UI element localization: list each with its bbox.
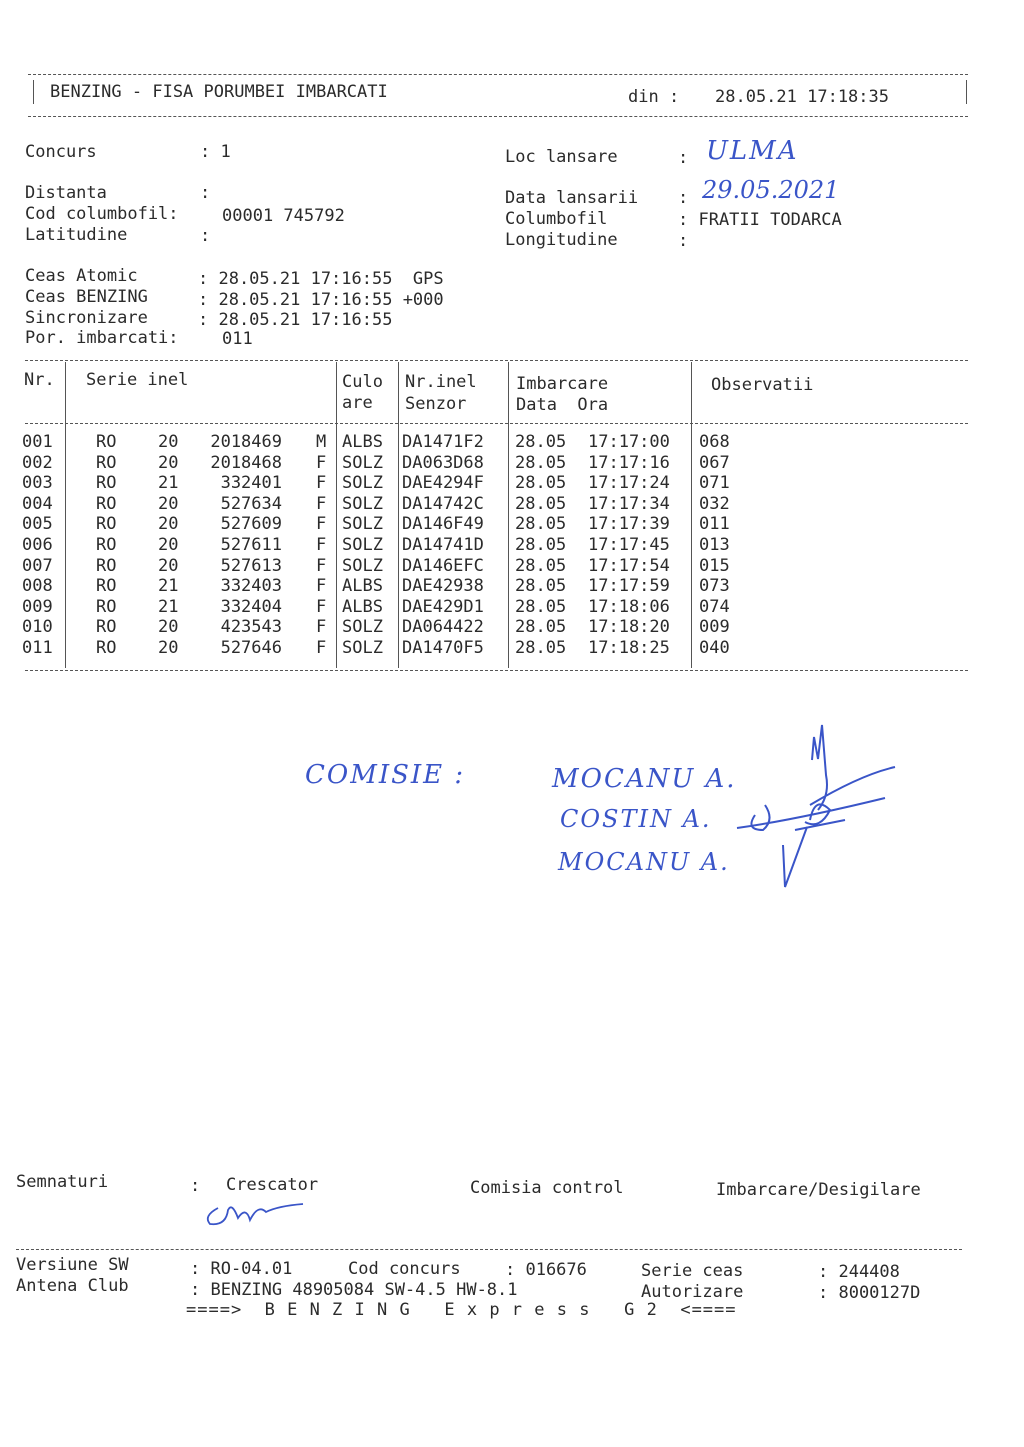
commission-signature-3 bbox=[775, 825, 815, 895]
header-left-border bbox=[33, 80, 34, 104]
cell-time: 17:17:34 bbox=[588, 493, 670, 514]
latitudine-value: : bbox=[200, 226, 211, 246]
sincronizare-label: Sincronizare bbox=[25, 308, 148, 328]
loc-lansare-value: ULMA bbox=[706, 136, 799, 166]
cell-sensor: DA146EFC bbox=[402, 555, 484, 576]
header-culoare-2: are bbox=[342, 393, 373, 413]
concurs-value: : 1 bbox=[200, 142, 231, 162]
cell-time: 17:18:06 bbox=[588, 596, 670, 617]
cell-date: 28.05 bbox=[515, 638, 567, 658]
cell-date: 28.05 bbox=[515, 535, 567, 555]
por-imbarcati-value: 011 bbox=[222, 329, 253, 349]
antena-club-value: : BENZING 48905084 SW-4.5 HW-8.1 bbox=[190, 1280, 518, 1300]
cell-country: RO bbox=[96, 473, 117, 494]
cell-date: 28.05 bbox=[515, 576, 567, 597]
cell-nr: 001 bbox=[22, 432, 53, 452]
cell-ring: 332404 bbox=[220, 596, 282, 617]
data-lansarii-value: 29.05.2021 bbox=[702, 176, 840, 204]
semnaturi-colon: : bbox=[190, 1176, 201, 1196]
table-bottom-rule bbox=[25, 670, 968, 671]
header-nr-inel-1: Nr.inel bbox=[405, 372, 477, 392]
crescator-signature bbox=[198, 1196, 308, 1230]
cell-date: 28.05 bbox=[515, 473, 567, 494]
cell-time: 17:17:45 bbox=[588, 535, 670, 555]
cell-color: SOLZ bbox=[342, 535, 383, 555]
column-divider bbox=[336, 362, 337, 668]
cell-color: SOLZ bbox=[342, 555, 383, 576]
print-date-label: din : bbox=[628, 87, 680, 107]
column-divider bbox=[508, 362, 509, 668]
cell-sex: F bbox=[316, 596, 327, 617]
footer-rule bbox=[16, 1249, 962, 1250]
autorizare-label: Autorizare bbox=[641, 1282, 744, 1302]
comisia-control-label: Comisia control bbox=[470, 1178, 624, 1198]
cell-ring: 423543 bbox=[220, 617, 282, 638]
commission-member: MOCANU A. bbox=[558, 848, 730, 876]
cell-color: SOLZ bbox=[342, 638, 383, 658]
cell-date: 28.05 bbox=[515, 514, 567, 535]
cell-nr: 011 bbox=[22, 638, 53, 658]
cell-sensor: DA1471F2 bbox=[402, 432, 484, 452]
cell-obs: 067 bbox=[699, 452, 730, 473]
por-imbarcati-label: Por. imbarcati: bbox=[25, 328, 179, 348]
commission-member: COSTIN A. bbox=[560, 805, 712, 833]
cod-concurs-value: : 016676 bbox=[505, 1260, 587, 1280]
cell-sex: F bbox=[316, 452, 327, 473]
latitudine-label: Latitudine bbox=[25, 225, 128, 245]
cell-date: 28.05 bbox=[515, 617, 567, 638]
header-culoare-1: Culo bbox=[342, 372, 383, 392]
longitudine-label: Longitudine bbox=[505, 230, 618, 250]
cod-concurs-label: Cod concurs bbox=[348, 1259, 461, 1279]
cod-columbofil-label: Cod columbofil: bbox=[25, 204, 179, 224]
cell-obs: 074 bbox=[699, 596, 730, 617]
cell-year: 20 bbox=[158, 493, 179, 514]
cell-obs: 073 bbox=[699, 576, 730, 597]
distanta-label: Distanta bbox=[25, 183, 107, 203]
cell-color: ALBS bbox=[342, 576, 383, 597]
cell-sensor: DA1470F5 bbox=[402, 638, 484, 658]
serie-ceas-value: : 244408 bbox=[818, 1262, 900, 1282]
loc-lansare-label: Loc lansare bbox=[505, 147, 618, 167]
loc-lansare-colon: : bbox=[678, 148, 689, 168]
cell-nr: 002 bbox=[22, 452, 53, 473]
cell-obs: 068 bbox=[699, 432, 730, 452]
cell-ring: 2018469 bbox=[210, 432, 282, 452]
cell-obs: 011 bbox=[699, 514, 730, 535]
cell-sensor: DAE42938 bbox=[402, 576, 484, 597]
cell-nr: 010 bbox=[22, 617, 53, 638]
columbofil-value: : FRATII TODARCA bbox=[678, 210, 842, 230]
cell-color: ALBS bbox=[342, 596, 383, 617]
cell-time: 17:17:00 bbox=[588, 432, 670, 452]
cell-sensor: DA14741D bbox=[402, 535, 484, 555]
cell-sex: F bbox=[316, 555, 327, 576]
cell-nr: 009 bbox=[22, 596, 53, 617]
columbofil-label: Columbofil bbox=[505, 209, 608, 229]
data-lansarii-colon: : bbox=[678, 188, 689, 208]
cell-color: SOLZ bbox=[342, 617, 383, 638]
imbarcare-desigilare-label: Imbarcare/Desigilare bbox=[716, 1180, 921, 1200]
antena-club-label: Antena Club bbox=[16, 1276, 129, 1296]
header-imbarcare-1: Imbarcare bbox=[516, 374, 609, 394]
cell-sex: F bbox=[316, 576, 327, 597]
table-top-rule bbox=[25, 360, 968, 361]
header-nr-inel-2: Senzor bbox=[405, 394, 467, 414]
print-date-value: 28.05.21 17:18:35 bbox=[715, 87, 889, 107]
cell-obs: 013 bbox=[699, 535, 730, 555]
cell-ring: 527611 bbox=[220, 535, 282, 555]
cell-nr: 007 bbox=[22, 555, 53, 576]
cell-nr: 008 bbox=[22, 576, 53, 597]
cell-date: 28.05 bbox=[515, 432, 567, 452]
cell-color: ALBS bbox=[342, 432, 383, 452]
cell-sex: F bbox=[316, 473, 327, 494]
ceas-atomic-label: Ceas Atomic bbox=[25, 266, 138, 286]
versiune-sw-value: : RO-04.01 bbox=[190, 1259, 293, 1279]
cell-year: 20 bbox=[158, 432, 179, 452]
header-bottom-rule bbox=[28, 116, 968, 117]
cell-ring: 527634 bbox=[220, 493, 282, 514]
cell-time: 17:17:16 bbox=[588, 452, 670, 473]
cell-year: 20 bbox=[158, 452, 179, 473]
cell-time: 17:18:20 bbox=[588, 617, 670, 638]
cell-date: 28.05 bbox=[515, 493, 567, 514]
benzing-express-banner: ====> B E N Z I N G E x p r e s s G 2 <==== bbox=[186, 1300, 737, 1320]
cell-obs: 009 bbox=[699, 617, 730, 638]
column-divider bbox=[691, 362, 692, 668]
cell-country: RO bbox=[96, 514, 117, 535]
cell-year: 20 bbox=[158, 617, 179, 638]
semnaturi-label: Semnaturi bbox=[16, 1172, 109, 1192]
commission-member: MOCANU A. bbox=[552, 764, 737, 794]
cell-sex: F bbox=[316, 535, 327, 555]
cell-color: SOLZ bbox=[342, 473, 383, 494]
cell-year: 20 bbox=[158, 535, 179, 555]
cell-sensor: DAE4294F bbox=[402, 473, 484, 494]
column-divider bbox=[398, 362, 399, 668]
cell-country: RO bbox=[96, 493, 117, 514]
cell-country: RO bbox=[96, 452, 117, 473]
cell-ring: 332403 bbox=[220, 576, 282, 597]
commission-signature-2 bbox=[735, 790, 895, 850]
distanta-value: : bbox=[200, 183, 211, 203]
commission-label: COMISIE : bbox=[305, 760, 466, 790]
serie-ceas-label: Serie ceas bbox=[641, 1261, 744, 1281]
cell-date: 28.05 bbox=[515, 596, 567, 617]
cell-color: SOLZ bbox=[342, 452, 383, 473]
cell-nr: 006 bbox=[22, 535, 53, 555]
header-right-border bbox=[966, 80, 967, 104]
cell-year: 20 bbox=[158, 638, 179, 658]
cell-year: 21 bbox=[158, 473, 179, 494]
cell-ring: 527613 bbox=[220, 555, 282, 576]
cell-time: 17:17:39 bbox=[588, 514, 670, 535]
header-imbarcare-2: Data Ora bbox=[516, 395, 609, 415]
cell-sensor: DA064422 bbox=[402, 617, 484, 638]
cell-nr: 004 bbox=[22, 493, 53, 514]
cell-year: 21 bbox=[158, 596, 179, 617]
cell-country: RO bbox=[96, 432, 117, 452]
cell-date: 28.05 bbox=[515, 452, 567, 473]
cell-nr: 003 bbox=[22, 473, 53, 494]
ceas-benzing-label: Ceas BENZING bbox=[25, 287, 148, 307]
autorizare-value: : 8000127D bbox=[818, 1283, 921, 1303]
ceas-benzing-value: : 28.05.21 17:16:55 +000 bbox=[198, 290, 444, 310]
cell-sensor: DAE429D1 bbox=[402, 596, 484, 617]
cell-sensor: DA146F49 bbox=[402, 514, 484, 535]
cell-country: RO bbox=[96, 555, 117, 576]
cell-sex: F bbox=[316, 514, 327, 535]
table-header-rule bbox=[25, 423, 968, 424]
cell-time: 17:17:24 bbox=[588, 473, 670, 494]
cell-obs: 040 bbox=[699, 638, 730, 658]
header-observatii: Observatii bbox=[711, 375, 814, 395]
cod-columbofil-value: 00001 745792 bbox=[222, 206, 345, 226]
cell-time: 17:17:54 bbox=[588, 555, 670, 576]
cell-ring: 332401 bbox=[220, 473, 282, 494]
header-nr: Nr. bbox=[24, 370, 55, 390]
cell-obs: 032 bbox=[699, 493, 730, 514]
cell-sex: F bbox=[316, 638, 327, 658]
versiune-sw-label: Versiune SW bbox=[16, 1255, 129, 1275]
cell-year: 21 bbox=[158, 576, 179, 597]
sincronizare-value: : 28.05.21 17:16:55 bbox=[198, 310, 393, 330]
cell-time: 17:18:25 bbox=[588, 638, 670, 658]
cell-color: SOLZ bbox=[342, 493, 383, 514]
cell-year: 20 bbox=[158, 514, 179, 535]
cell-country: RO bbox=[96, 576, 117, 597]
cell-color: SOLZ bbox=[342, 514, 383, 535]
cell-country: RO bbox=[96, 535, 117, 555]
cell-sensor: DA14742C bbox=[402, 493, 484, 514]
longitudine-value: : bbox=[678, 231, 689, 251]
cell-year: 20 bbox=[158, 555, 179, 576]
ceas-atomic-value: : 28.05.21 17:16:55 GPS bbox=[198, 269, 444, 289]
cell-country: RO bbox=[96, 596, 117, 617]
cell-obs: 071 bbox=[699, 473, 730, 494]
cell-sex: F bbox=[316, 493, 327, 514]
column-divider bbox=[65, 362, 66, 668]
cell-country: RO bbox=[96, 617, 117, 638]
cell-ring: 527646 bbox=[220, 638, 282, 658]
cell-obs: 015 bbox=[699, 555, 730, 576]
cell-date: 28.05 bbox=[515, 555, 567, 576]
cell-time: 17:17:59 bbox=[588, 576, 670, 597]
cell-sex: M bbox=[316, 432, 327, 452]
header-top-rule bbox=[28, 74, 968, 75]
cell-ring: 527609 bbox=[220, 514, 282, 535]
crescator-label: Crescator bbox=[226, 1175, 319, 1195]
cell-sex: F bbox=[316, 617, 327, 638]
document-title: BENZING - FISA PORUMBEI IMBARCATI bbox=[50, 82, 388, 102]
cell-ring: 2018468 bbox=[210, 452, 282, 473]
cell-country: RO bbox=[96, 638, 117, 658]
data-lansarii-label: Data lansarii bbox=[505, 188, 639, 208]
cell-sensor: DA063D68 bbox=[402, 452, 484, 473]
concurs-label: Concurs bbox=[25, 142, 97, 162]
cell-nr: 005 bbox=[22, 514, 53, 535]
header-serie-inel: Serie inel bbox=[86, 370, 189, 390]
